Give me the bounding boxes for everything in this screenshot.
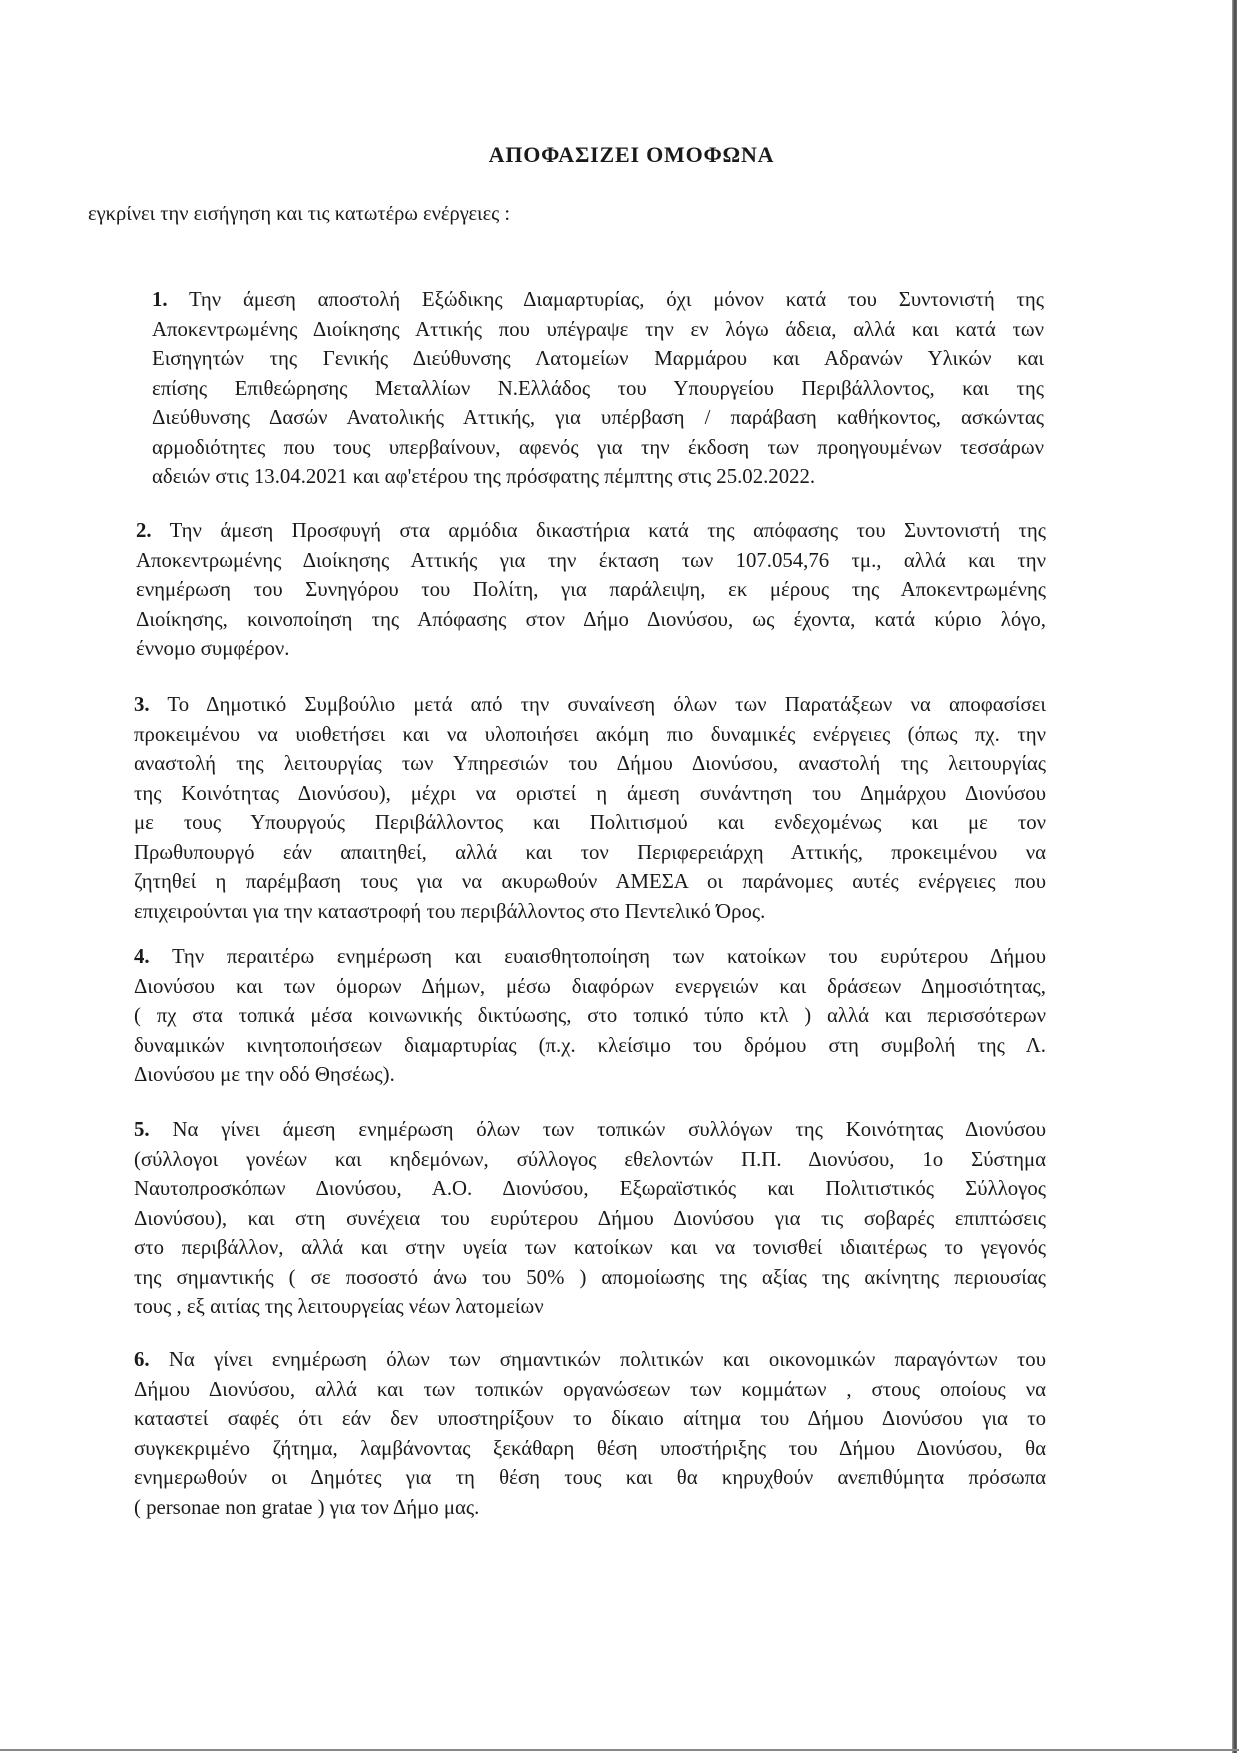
item-line: στο περιβάλλον, αλλά και στην υγεία των κατοίκων και να τονισθεί ιδιαιτέρως το γεγονός xyxy=(134,1236,1046,1259)
item-line: προκειμένου να υιοθετήσει και να υλοποιήσει ακόμη πιο δυναμικές ενέργειες (όπως πχ. την xyxy=(134,722,1046,746)
decision-item-1 xyxy=(152,285,1044,492)
item-line: Διονύσου και των όμορων Δήμων, μέσω διαφόρων ενεργειών και δράσεων Δημοσιότητας, xyxy=(134,974,1046,998)
item-line: Δήμου Διονύσου, αλλά και των τοπικών οργανώσεων των κομμάτων , στους οποίους να xyxy=(134,1377,1046,1401)
item-line: Αποκεντρωμένης Διοίκησης Αττικής για την έκταση των 107.054,76 τμ., αλλά και την xyxy=(136,548,1046,572)
item-line: ενημερωθούν οι Δημότες για τη θέση τους και θα κηρυχθούν ανεπιθύμητα πρόσωπα xyxy=(134,1466,1046,1489)
decision-item-3 xyxy=(134,690,1046,926)
item-line: 2. Την άμεση Προσφυγή στα αρμόδια δικαστήρια κατά της απόφασης του Συντονιστή της xyxy=(136,519,1046,542)
item-line: Διονύσου), και στη συνέχεια του ευρύτερου Δήμου Διονύσου για τις σοβαρές επιπτώσεις xyxy=(134,1206,1046,1230)
item-line: 5. Να γίνει άμεση ενημέρωση όλων των τοπικών συλλόγων της Κοινότητας Διονύσου xyxy=(134,1118,1046,1141)
item-line: 4. Την περαιτέρω ενημέρωση και ευαισθητοποίηση των κατοίκων του ευρύτερου Δήμου xyxy=(134,945,1046,968)
item-line: ενημέρωση του Συνηγόρου του Πολίτη, για παράλειψη, εκ μέρους της Αποκεντρωμένης xyxy=(136,578,1046,601)
item-line: έννομο συμφέρον. xyxy=(136,637,290,660)
item-line: επίσης Επιθεώρησης Μεταλλίων Ν.Ελλάδος του Υπουργείου Περιβάλλοντος, και της xyxy=(152,376,1044,400)
item-number: 4. xyxy=(134,945,150,968)
item-line: τους , εξ αιτίας της λειτουργείας νέων λατομείων xyxy=(134,1295,544,1318)
scan-edge-right xyxy=(1232,0,1237,1753)
item-line: της Κοινότητας Διονύσου), μέχρι να οριστεί η άμεση συνάντηση του Δημάρχου Διονύσου xyxy=(134,781,1046,805)
item-line: 1. Την άμεση αποστολή Εξώδικης Διαμαρτυρίας, όχι μόνον κατά του Συντονιστή της xyxy=(152,288,1044,311)
item-line: Αποκεντρωμένης Διοίκησης Αττικής που υπέγραψε την εν λόγω άδεια, αλλά και κατά των xyxy=(152,317,1044,341)
item-line: ζητηθεί η παρέμβαση τους για να ακυρωθούν ΑΜΕΣΑ οι παράνομες αυτές ενέργειες που xyxy=(134,870,1046,893)
decision-heading: ΑΠΟΦΑΣΙΖΕΙ ΟΜΟΦΩΝΑ xyxy=(488,142,775,167)
item-line: της σημαντικής ( σε ποσοστό άνω του 50% ) απομοίωσης της αξίας της ακίνητης περιουσίας xyxy=(134,1265,1046,1289)
item-line: Εισηγητών της Γενικής Διεύθυνσης Λατομείων Μαρμάρου και Αδρανών Υλικών και xyxy=(152,347,1044,370)
item-line: ( πχ στα τοπικά μέσα κοινωνικής δικτύωσης, στο τοπικό τύπο κτλ ) αλλά και περισσότερων xyxy=(134,1004,1046,1027)
item-line: (σύλλογοι γονέων και κηδεμόνων, σύλλογος εθελοντών Π.Π. Διονύσου, 1ο Σύστημα xyxy=(134,1147,1046,1171)
item-line: 3. Το Δημοτικό Συμβούλιο μετά από την συναίνεση όλων των Παρατάξεων να αποφασίσει xyxy=(134,693,1046,716)
item-number: 2. xyxy=(136,519,152,542)
item-line: Διοίκησης, κοινοποίηση της Απόφασης στον Δήμο Διονύσου, ως έχοντα, κατά κύριο λόγο, xyxy=(136,607,1046,631)
item-line: επιχειρούνται για την καταστροφή του περιβάλλοντος στο Πεντελικό Όρος. xyxy=(134,899,766,923)
decision-item-5 xyxy=(134,1115,1046,1322)
item-line: αδειών στις 13.04.2021 και αφ'ετέρου της πρόσφατης πέμπτης στις 25.02.2022. xyxy=(152,465,816,488)
item-line: Ναυτοπροσκόπων Διονύσου, Α.Ο. Διονύσου, Εξωραϊστικός και Πολιτιστικός Σύλλογος xyxy=(134,1177,1046,1200)
item-line: αρμοδιότητες που τους υπερβαίνουν, αφενός για την έκδοση των προηγουμένων τεσσάρων xyxy=(152,435,1044,459)
intro-line: εγκρίνει την εισήγηση και τις κατωτέρω ενέργειες : xyxy=(88,203,511,225)
item-line: αναστολή της λειτουργίας των Υπηρεσιών του Δήμου Διονύσου, αναστολή της λειτουργίας xyxy=(134,752,1046,775)
item-number: 5. xyxy=(134,1118,150,1141)
item-number: 3. xyxy=(134,693,150,716)
item-number: 1. xyxy=(152,288,168,311)
item-line: 6. Να γίνει ενημέρωση όλων των σημαντικών πολιτικών και οικονομικών παραγόντων του xyxy=(134,1348,1046,1371)
decision-item-6 xyxy=(134,1345,1046,1522)
item-line: συγκεκριμένο ζήτημα, λαμβάνοντας ξεκάθαρη θέση υποστήριξης του Δήμου Διονύσου, θα xyxy=(134,1436,1046,1460)
decision-item-4 xyxy=(134,942,1046,1090)
item-line: ( personae non gratae ) για τον Δήμο μας. xyxy=(134,1495,480,1519)
item-line: Διονύσου με την οδό Θησέως). xyxy=(134,1063,395,1086)
item-line: Πρωθυπουργό εάν απαιτηθεί, αλλά και τον Περιφερειάρχη Αττικής, προκειμένου να xyxy=(134,840,1046,864)
item-line: με τους Υπουργούς Περιβάλλοντος και Πολιτισμού και ενδεχομένως και με τον xyxy=(134,811,1046,834)
item-line: δυναμικών κινητοποιήσεων διαμαρτυρίας (π.χ. κλείσιμο του δρόμου στη συμβολή της Λ. xyxy=(134,1033,1046,1057)
decision-item-2 xyxy=(136,516,1046,664)
item-line: Διεύθυνσης Δασών Ανατολικής Αττικής, για υπέρβαση / παράβαση καθήκοντος, ασκώντας xyxy=(152,406,1044,429)
scan-edge-bottom xyxy=(0,1749,1239,1751)
item-line: καταστεί σαφές ότι εάν δεν υποστηρίξουν το δίκαιο αίτημα του Δήμου Διονύσου για το xyxy=(134,1407,1046,1430)
item-number: 6. xyxy=(134,1348,150,1371)
